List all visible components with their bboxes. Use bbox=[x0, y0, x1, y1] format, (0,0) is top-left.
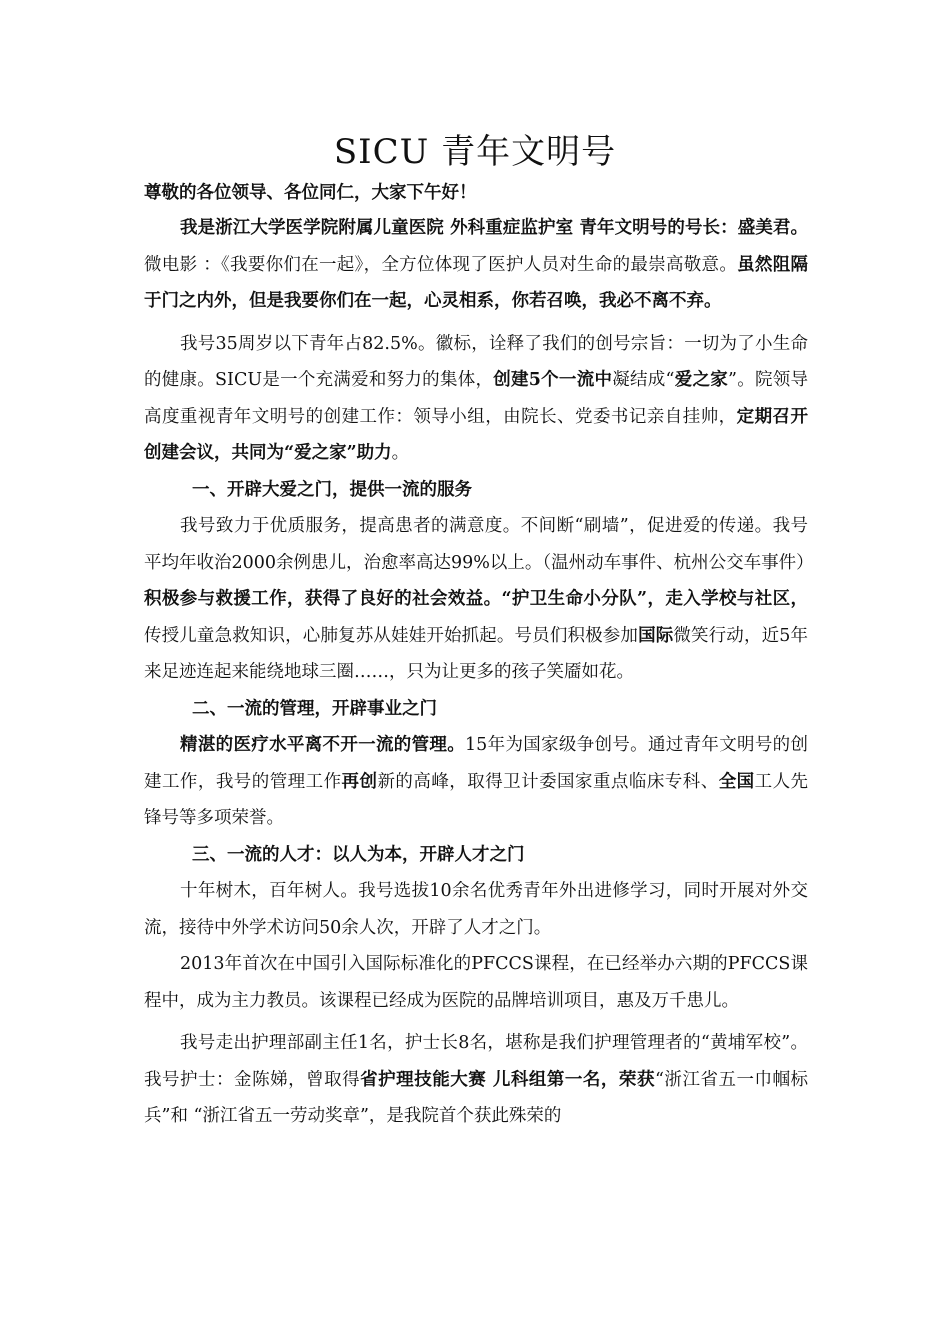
overview-text-3: ”。院领导高度重视青年文明号的创建工作：领导小组，由院长、党委书记亲自挂帅， bbox=[144, 370, 808, 427]
section1-heading: 一、开辟大爱之门，提供一流的服务 bbox=[192, 479, 472, 500]
intro-bold-lead: 我是浙江大学医学院附属儿童医院 外科重症监护室 青年文明号的号长：盛美君。 bbox=[180, 218, 808, 238]
section2-bold-2: 再创 bbox=[341, 771, 378, 792]
overview-text-2: 凝结成“ bbox=[612, 370, 675, 390]
section2-text-3: 工人先锋号等多项荣誉。 bbox=[144, 771, 809, 828]
section3-heading: 三、一流的人才：以人为本，开辟人才之门 bbox=[192, 844, 525, 865]
overview-paragraph bbox=[144, 326, 808, 472]
section2-bold-3: 全国 bbox=[718, 771, 755, 792]
overview-bold-2: 爱之家 bbox=[674, 370, 728, 390]
section3-paragraph-1: 十年树木，百年树人。我号选拔10余名优秀青年外出进修学习，同时开展对外交流，接待中外学术访问50余人次，开辟了人才之门。 bbox=[144, 881, 808, 938]
section3-paragraph-2: 2013年首次在中国引入国际标准化的PFCCS课程，在已经举办六期的PFCCS课程中，成为主力教员。该课程已经成为医院的品牌培训项目，惠及万千患儿。 bbox=[144, 954, 808, 1011]
section1-text-3: 微笑行动，近5年来足迹连起来能绕地球三圈……，只为让更多的孩子笑靥如花。 bbox=[144, 625, 809, 682]
section1-text-1: 我号致力于优质服务，提高患者的满意度。不间断“刷墙”，促进爱的传递。我号平均年收治2000余例患儿，治愈率高达99%以上。（温州动车事件、杭州公交车事件） bbox=[144, 516, 814, 573]
section2-paragraph bbox=[144, 727, 808, 837]
overview-text-1: 我号35周岁以下青年占82.5%。徽标，诠释了我们的创号宗旨：一切为了小生命的健康。SICU是一个充满爱和努力的集体， bbox=[144, 333, 808, 390]
overview-bold-3: 定期召开创建会议，共同为“爱之家”助力 bbox=[144, 406, 808, 463]
section1-bold-1: 积极参与救援工作，获得了良好的社会效益。“护卫生命小分队”，走入学校与社区， bbox=[144, 589, 808, 609]
document-body bbox=[144, 178, 814, 1135]
document-title: SICU 青年文明号 bbox=[333, 132, 617, 172]
section2-text-2: 新的高峰，取得卫计委国家重点临床专科、 bbox=[377, 771, 719, 792]
section3-paragraph-3 bbox=[144, 1025, 808, 1135]
greeting bbox=[144, 178, 808, 208]
section3-text-2: “浙江省五一巾帼标兵”和 “浙江省五一劳动奖章”，是我院首个获此殊荣的 bbox=[144, 1069, 809, 1126]
section2-heading: 二、一流的管理，开辟事业之门 bbox=[192, 698, 437, 719]
section1-bold-2: 国际 bbox=[638, 625, 674, 646]
section1-text-2: 传授儿童急救知识，心肺复苏从娃娃开始抓起。号员们积极参加 bbox=[144, 625, 639, 646]
section1-paragraph bbox=[144, 508, 814, 691]
overview-bold-1: 创建5个一流中 bbox=[493, 370, 613, 390]
intro-bold-end: 虽然阻隔于门之内外，但是我要你们在一起，心灵相系，你若召唤，我必不离不弃。 bbox=[144, 254, 809, 311]
greeting-text: 尊敬的各位领导、各位同仁，大家下午好！ bbox=[144, 183, 477, 203]
intro-text: 微电影 ：《我要你们在一起》，全方位体现了医护人员对生命的最崇高敬意。 bbox=[144, 254, 738, 275]
section2-bold-1: 精湛的医疗水平离不开一流的管理。 bbox=[180, 735, 466, 755]
intro-paragraph bbox=[144, 210, 808, 320]
overview-text-4: 。 bbox=[391, 443, 410, 463]
section3-bold-1: 省护理技能大赛 儿科组第一名，荣获 bbox=[360, 1069, 655, 1090]
section2-text-1: 15年为国家级争创号。通过青年文明号的创建工作，我号的管理工作 bbox=[144, 735, 808, 792]
section3-text-1: 我号走出护理部副主任1名，护士长8名，堪称是我们护理管理者的“黄埔军校”。我号护士：金陈娣，曾取得 bbox=[144, 1033, 808, 1090]
